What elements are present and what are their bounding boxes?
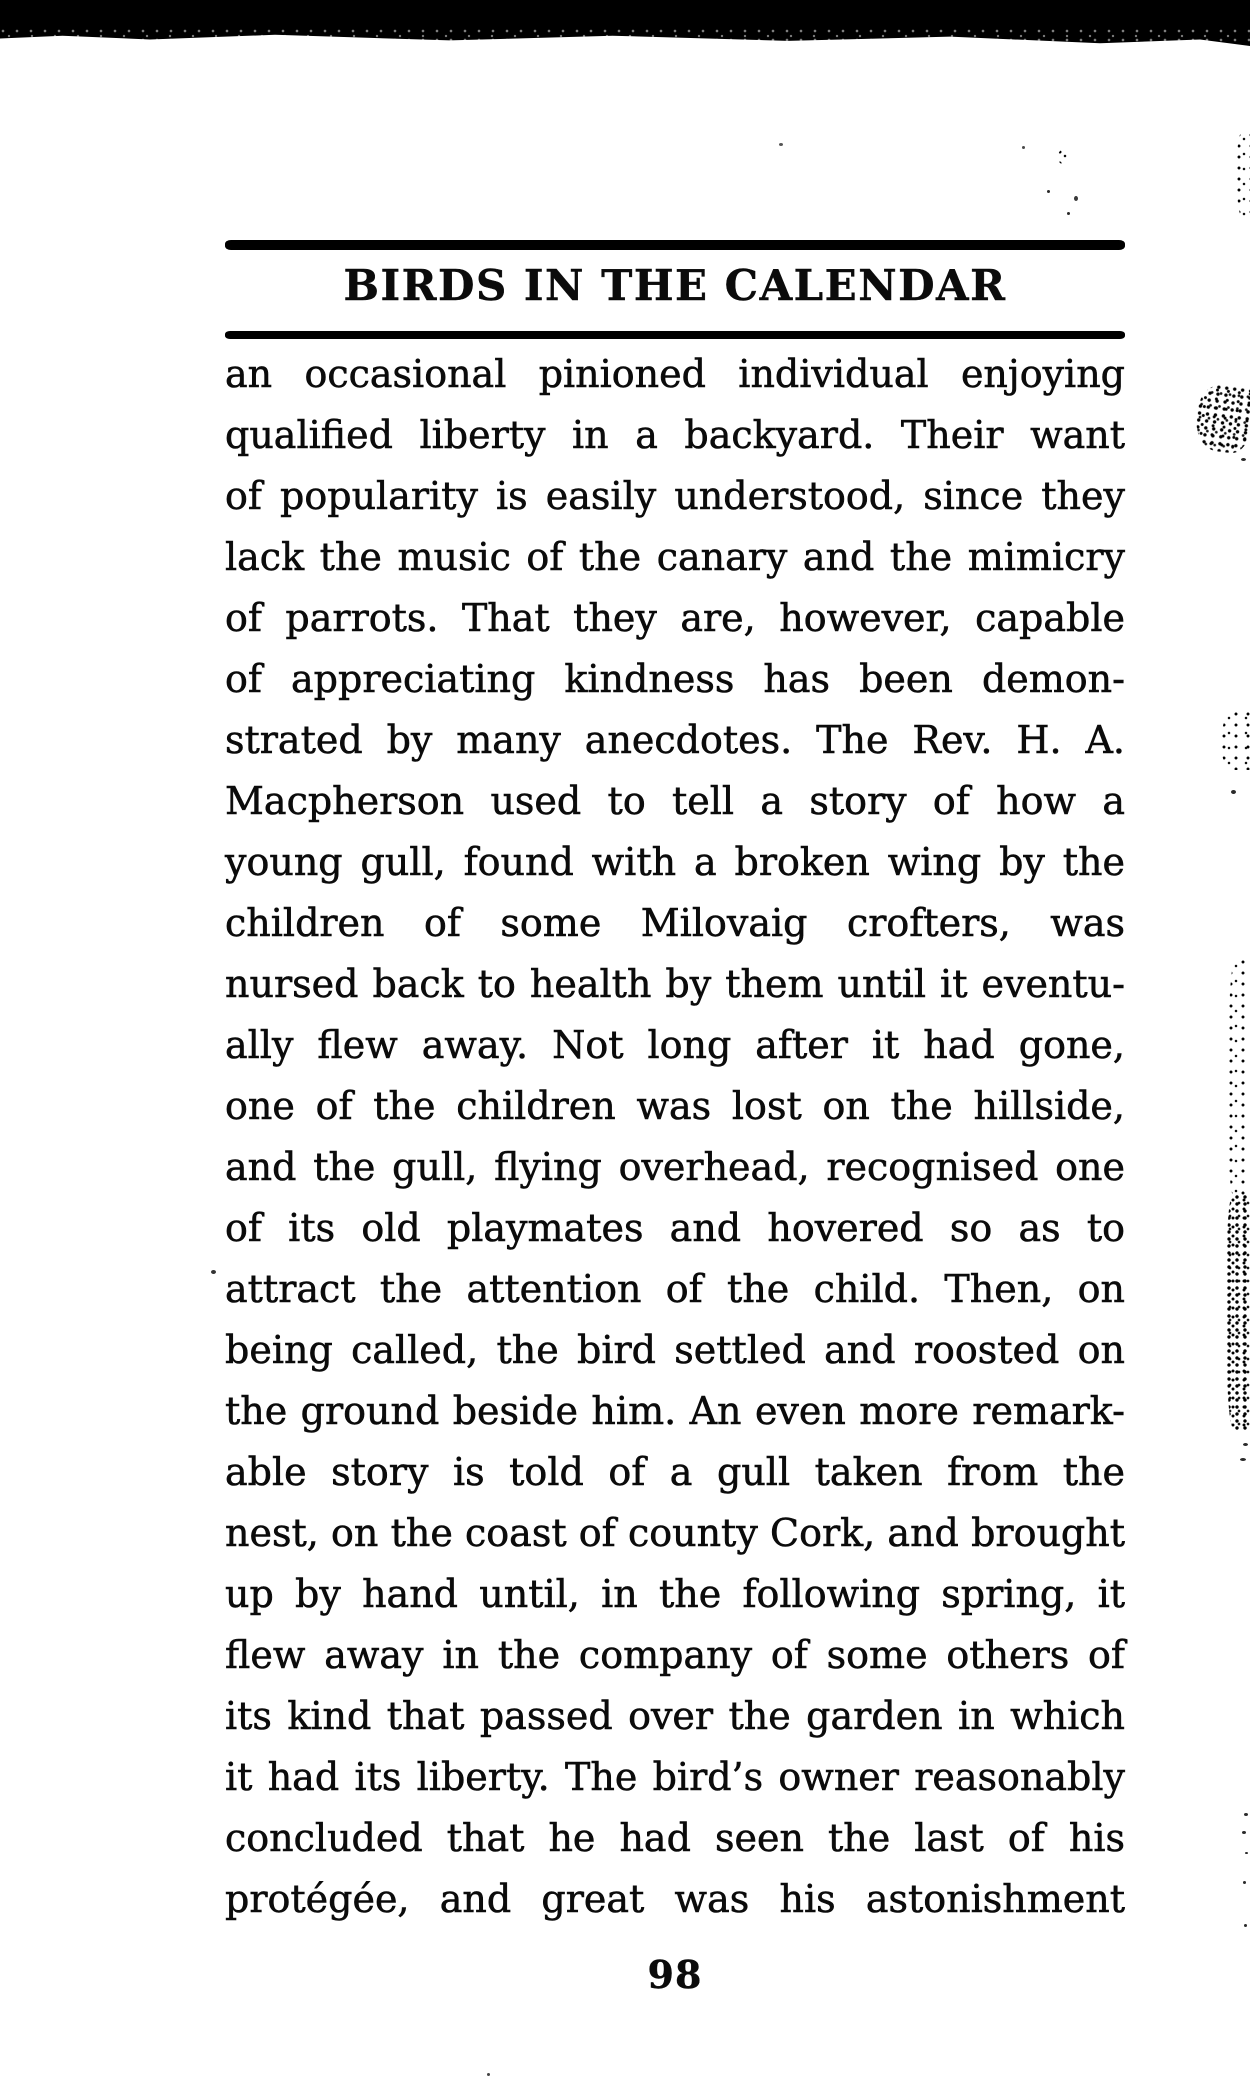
page-number: 98 [647,1952,703,1997]
scan-speck [1047,190,1050,193]
scan-speck [211,1270,216,1274]
page-content [225,240,1125,2082]
scan-edge-noise [1222,712,1250,770]
body-line: concluded that he had seen the last of his [225,1816,1125,1860]
scan-speck [1022,146,1025,149]
scan-speck-cluster [1058,150,1068,164]
body-line: lack the music of the canary and the mimicry [225,535,1125,579]
body-line: strated by many anecdotes. The Rev. H. A. [225,718,1125,762]
body-line: and the gull, flying overhead, recognised one [225,1145,1125,1189]
body-line: being called, the bird settled and roosted on [225,1328,1125,1372]
body-line: of appreciating kindness has been demon- [225,657,1125,701]
body-line: flew away in the company of some others of [225,1633,1125,1677]
header-rule-top [225,240,1125,250]
scan-speck [1244,1924,1247,1927]
body-line: protégée, and great was his astonishment [225,1877,1125,1921]
body-line: children of some Milovaig crofters, was [225,901,1125,945]
body-line: young gull, found with a broken wing by the [225,840,1125,884]
scan-edge-stripe [1229,960,1250,1195]
body-line: an occasional pinioned individual enjoying [225,352,1125,396]
scan-speck [1240,1458,1246,1461]
scan-edge-noise [1237,133,1250,217]
scan-speck [1243,1881,1246,1884]
scan-speck [1231,790,1236,794]
body-line: of parrots. That they are, however, capable [225,596,1125,640]
body-text [225,344,1125,1930]
scan-speck [1074,196,1078,201]
body-line: of popularity is easily understood, since they [225,474,1125,518]
scan-speck [779,143,783,146]
scan-speck [1067,212,1070,215]
scan-speck [1241,458,1246,461]
scan-edge-stripe [1227,1195,1250,1430]
body-line: of its old playmates and hovered so as to [225,1206,1125,1250]
body-line: Macpherson used to tell a story of how a [225,779,1125,823]
scan-speck [1243,1443,1248,1446]
scan-speck [1245,1852,1248,1854]
scan-speck [1242,1831,1246,1834]
body-line: it had its liberty. The bird’s owner reasonably [225,1755,1125,1799]
scan-speck [1244,1813,1248,1816]
body-line: nursed back to health by them until it eventu- [225,962,1125,1006]
scan-bar-texture [0,28,1250,42]
body-line: nest, on the coast of county Cork, and brought [225,1511,1125,1555]
header-rule-bottom [225,331,1125,339]
body-line: one of the children was lost on the hillside, [225,1084,1125,1128]
body-line: able story is told of a gull taken from the [225,1450,1125,1494]
running-head-title: BIRDS IN THE CALENDAR [343,261,1007,310]
body-line: attract the attention of the child. Then, on [225,1267,1125,1311]
body-line: ally flew away. Not long after it had gone, [225,1023,1125,1067]
scan-edge-blob [1193,383,1250,455]
body-line: the ground beside him. An even more remark- [225,1389,1125,1433]
body-line: its kind that passed over the garden in which [225,1694,1125,1738]
body-line: up by hand until, in the following spring, it [225,1572,1125,1616]
body-line: qualified liberty in a backyard. Their want [225,413,1125,457]
